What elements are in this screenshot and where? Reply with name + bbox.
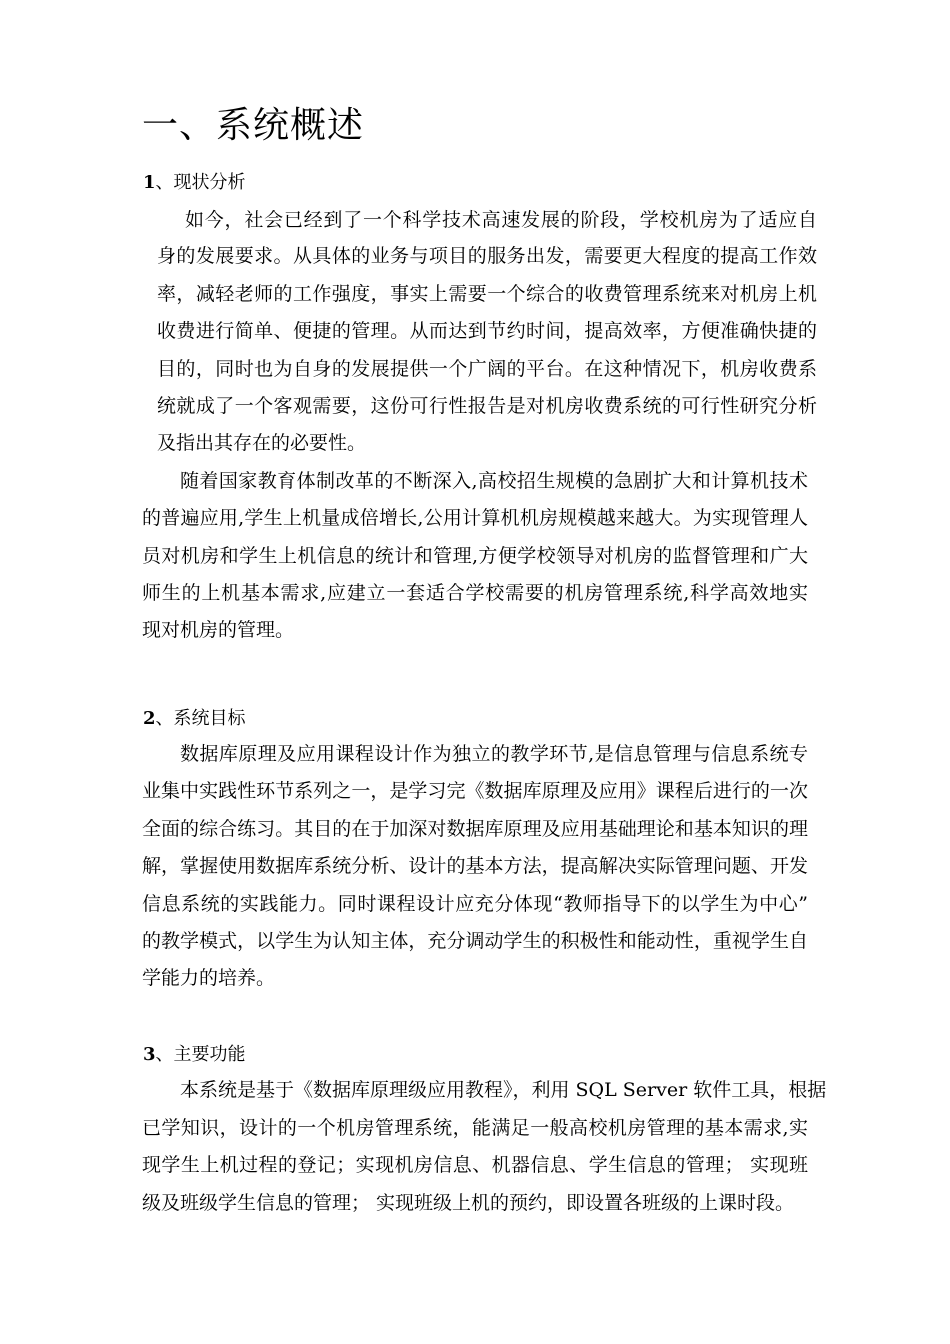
paragraph-line: 统就成了一个客观需要，这份可行性报告是对机房收费系统的可行性研究分析 (157, 395, 817, 417)
paragraph-line: 如今，社会已经到了一个科学技术高速发展的阶段，学校机房为了适应自 (185, 209, 817, 231)
paragraph-line: 师生的上机基本需求,应建立一套适合学校需要的机房管理系统,科学高效地实 (142, 582, 808, 604)
section-heading-3 (143, 1043, 246, 1067)
paragraph-line: 现学生上机过程的登记；实现机房信息、机器信息、学生信息的管理； 实现班 (142, 1154, 808, 1176)
paragraph-line: 现对机房的管理。 (142, 619, 295, 641)
paragraph-line: 及指出其存在的必要性。 (157, 432, 367, 454)
paragraph-line: 信息系统的实践能力。同时课程设计应充分体现“教师指导下的以学生为中心” (142, 893, 808, 915)
paragraph-line: 数据库原理及应用课程设计作为独立的教学环节,是信息管理与信息系统专 (180, 743, 808, 765)
paragraph-line: 收费进行简单、便捷的管理。从而达到节约时间，提高效率，方便准确快捷的 (157, 320, 817, 342)
paragraph-line: 已学知识，设计的一个机房管理系统，能满足一般高校机房管理的基本需求,实 (142, 1117, 808, 1139)
paragraph-line: 级及班级学生信息的管理； 实现班级上机的预约，即设置各班级的上课时段。 (142, 1192, 795, 1214)
section-title: 、现状分析 (155, 172, 246, 193)
page-title: 一、系统概述 (142, 105, 365, 146)
paragraph-line: 员对机房和学生上机信息的统计和管理,方便学校领导对机房的监督管理和广大 (142, 545, 808, 567)
section-heading-2 (143, 707, 246, 731)
section-heading-1 (143, 171, 246, 195)
section-number: 1 (143, 172, 156, 193)
section-title: 、主要功能 (155, 1044, 246, 1065)
paragraph-line: 的教学模式，以学生为认知主体，充分调动学生的积极性和能动性，重视学生自 (142, 930, 808, 952)
paragraph-line: 全面的综合练习。其目的在于加深对数据库原理及应用基础理论和基本知识的理 (142, 818, 808, 840)
section-number: 2 (143, 708, 156, 729)
paragraph-line: 随着国家教育体制改革的不断深入,高校招生规模的急剧扩大和计算机技术 (180, 470, 808, 492)
section-title: 、系统目标 (155, 708, 246, 729)
paragraph-line: 业集中实践性环节系列之一，是学习完《数据库原理及应用》课程后进行的一次 (142, 780, 808, 802)
paragraph-line: 本系统是基于《数据库原理级应用教程》，利用 SQL Server 软件工具，根据 (180, 1079, 827, 1101)
paragraph-line: 解，掌握使用数据库系统分析、设计的基本方法，提高解决实际管理问题、开发 (142, 855, 808, 877)
paragraph-line: 的普遍应用,学生上机量成倍增长,公用计算机机房规模越来越大。为实现管理人 (142, 507, 808, 529)
paragraph-line: 学能力的培养。 (142, 967, 276, 989)
paragraph-line: 目的，同时也为自身的发展提供一个广阔的平台。在这种情况下，机房收费系 (157, 358, 817, 380)
section-number: 3 (143, 1044, 156, 1065)
paragraph-line: 身的发展要求。从具体的业务与项目的服务出发，需要更大程度的提高工作效 (157, 245, 817, 267)
paragraph-line: 率，减轻老师的工作强度，事实上需要一个综合的收费管理系统来对机房上机 (157, 283, 817, 305)
